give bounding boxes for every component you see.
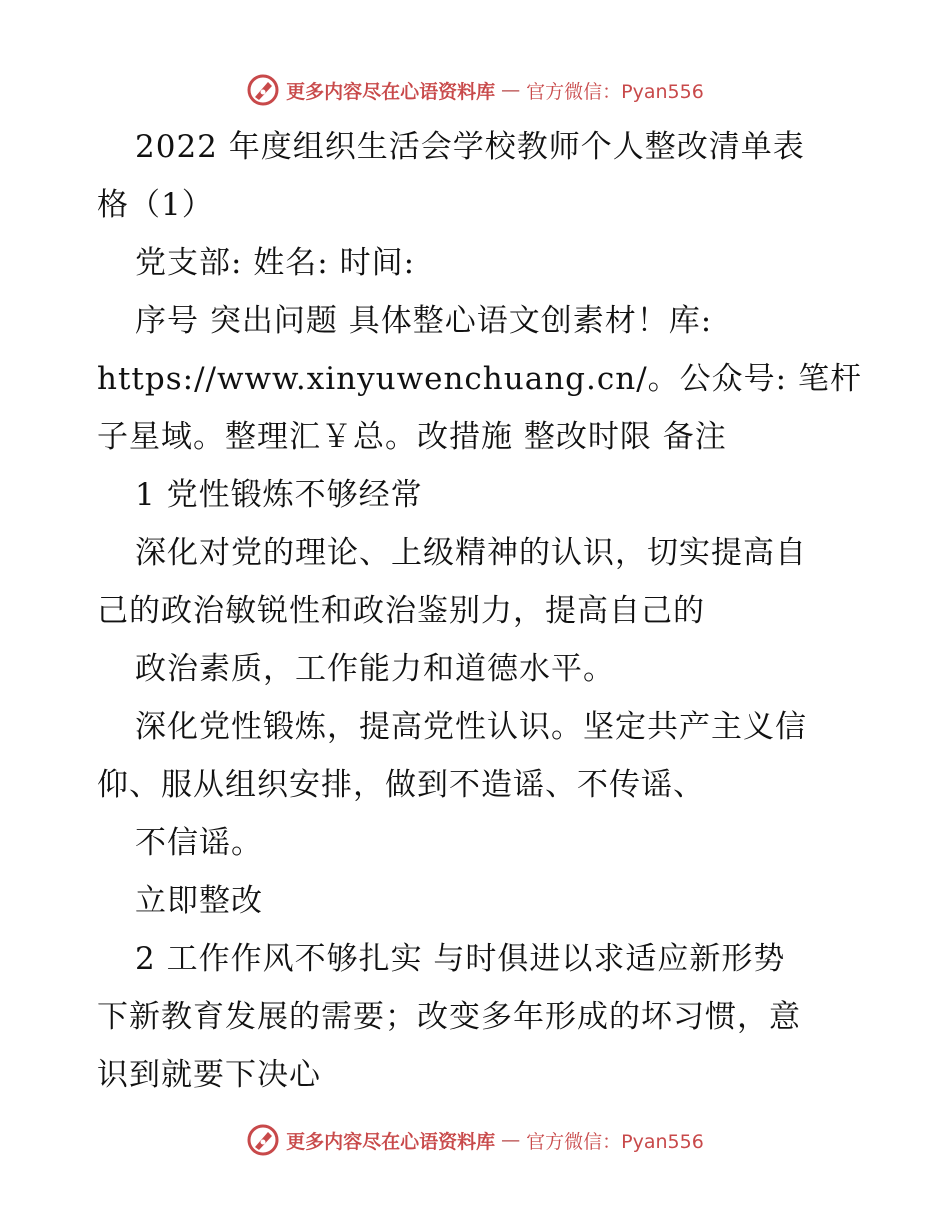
wechat-id: 官方微信：Pyan556 [526,1130,704,1153]
promo-text: 更多内容尽在心语资料库 [286,1130,496,1153]
doc-title-line-1: 2022 年度组织生活会学校教师个人整改清单表 [135,129,805,165]
item-1-measure-line-4: 深化党性锻炼，提高党性认识。坚定共产主义信 [135,709,807,745]
item-1-measure-line-5: 仰、服从组织安排，做到不造谣、不传谣、 [97,767,705,803]
item-1-measure-line-2: 己的政治敏锐性和政治鉴别力，提高自己的 [97,593,705,629]
promo-text: 更多内容尽在心语资料库 [286,80,496,103]
item-1-measure-line-6: 不信谣。 [135,825,263,861]
item-2-line-1: 2 工作作风不够扎实 与时俱进以求适应新形势 [135,941,786,977]
item-1-problem: 1 党性锻炼不够经常 [135,477,423,513]
doc-meta-line: 党支部: 姓名: 时间: [135,245,416,281]
table-header-line-3: 子星域。整理汇￥总。改措施 整改时限 备注 [97,419,727,455]
wechat-id: 官方微信：Pyan556 [526,80,704,103]
document-body [97,118,862,1104]
item-2-line-2: 下新教育发展的需要；改变多年形成的坏习惯，意 [97,999,801,1035]
table-header-line-1: 序号 突出问题 具体整心语文创素材！库: [135,303,713,339]
pen-logo-icon [246,73,280,107]
item-1-measure-line-1: 深化对党的理论、上级精神的认识，切实提高自 [135,535,807,571]
pen-logo-icon [246,1123,280,1157]
banner-separator: — [501,1129,521,1151]
footer-banner [0,1120,950,1160]
item-1-deadline: 立即整改 [135,883,263,919]
banner-separator: — [501,79,521,101]
header-banner [0,70,950,110]
item-1-measure-line-3: 政治素质，工作能力和道德水平。 [135,651,615,687]
doc-title-line-2: 格（1） [97,187,214,223]
table-header-line-2: https://www.xinyuwenchuang.cn/。公众号: 笔杆 [97,361,862,397]
item-2-line-3: 识到就要下决心 [97,1057,321,1093]
